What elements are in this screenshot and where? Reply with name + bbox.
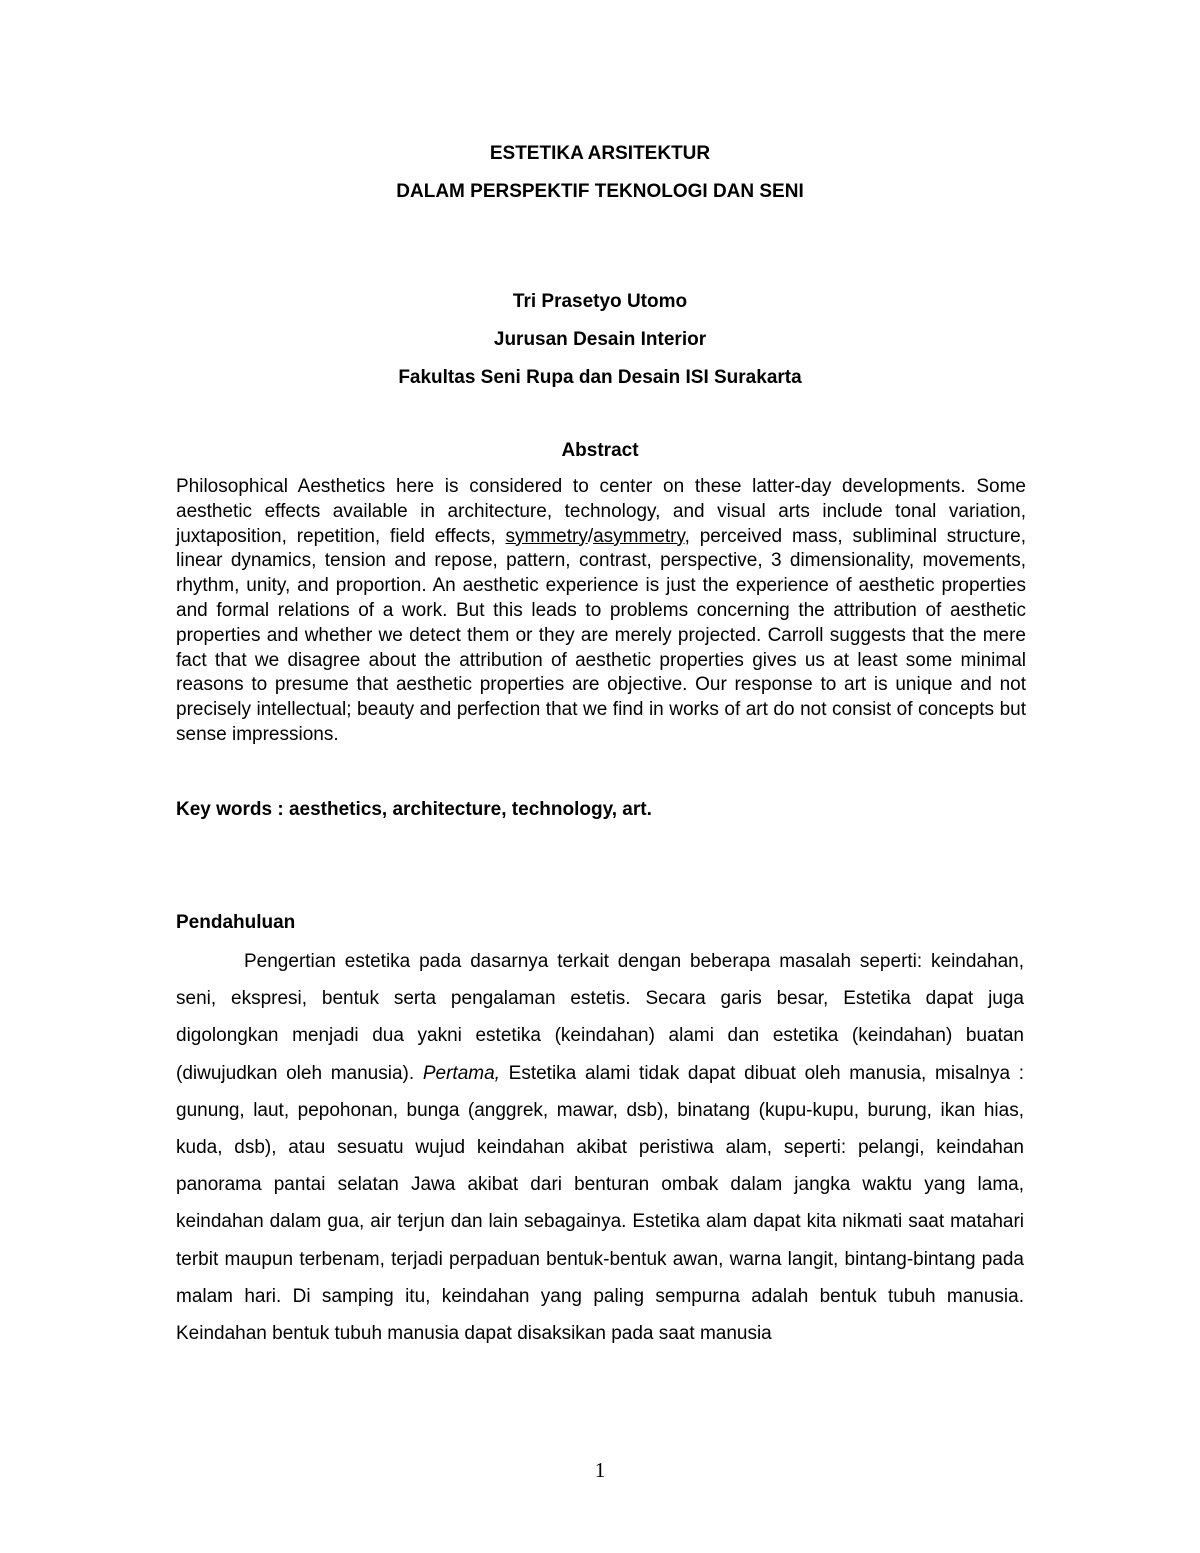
body-paragraph (176, 943, 1024, 1352)
body-text-part-1: Pengertian estetika pada dasarnya terkait dengan beberapa masalah seperti: keindahan, seni, ekspresi, bentuk serta pengalaman estetis. Secara garis besar, Estetika dapat juga digolongkan menjadi dua yakni estetika (keindahan) alami dan estetika (keindahan) buatan (diwujudkan oleh manusia). (176, 951, 1024, 1084)
body-text-part-2: Estetika alami tidak dapat dibuat oleh manusia, misalnya : gunung, laut, pepohonan, bunga (anggrek, mawar, dsb), binatang (kupu-kupu, burung, ikan hias, kuda, dsb), atau sesuatu wujud keindahan akibat peristiwa alam, seperti: pelangi, keindahan panorama pantai selatan Jawa akibat dari benturan ombak dalam jangka waktu yang lama, keindahan dalam gua, air terjun dan lain sebagainya. Estetika alam dapat kita nikmati saat matahari terbit maupun terbenam, terjadi perpaduan bentuk-bentuk awan, warna langit, bintang-bintang pada malam hari. Di samping itu, keindahan yang paling sempurna adalah bentuk tubuh manusia. Keindahan bentuk tubuh manusia dapat disaksikan pada saat manusia (176, 1062, 1024, 1345)
title-line-1: ESTETIKA ARSITEKTUR (489, 143, 711, 164)
abstract-text-part-2: , perceived mass, subliminal structure, linear dynamics, tension and repose, pattern, contrast, perspective, 3 dimensionality, movements, rhythm, unity, and proportion. An aesthetic experience is just the experience of aesthetic properties and formal relations of a work. But this leads to problems concerning the attribution of aesthetic properties and whether we detect them or they are merely projected. Carroll suggests that the mere fact that we disagree about the attribution of aesthetic properties gives us at least some minimal reasons to presume that aesthetic properties are objective. Our response to art is unique and not precisely intellectual; beauty and perfection that we find in works of art do not consist of concepts but sense impressions. (176, 525, 1026, 745)
abstract-text-part-1: Philosophical Aesthetics here is considered to center on these latter-day developments. Some aesthetic effects available in architecture, technology, and visual arts include tonal variation, juxtaposition, repetition, field effects, (176, 476, 1026, 547)
author-faculty: Fakultas Seni Rupa dan Desain ISI Surakarta (398, 367, 802, 388)
keywords: Key words : aesthetics, architecture, technology, art. (176, 799, 652, 820)
abstract-heading: Abstract (561, 440, 639, 461)
author-department: Jurusan Desain Interior (493, 329, 707, 350)
abstract-body (176, 475, 1026, 748)
section-body (176, 943, 1024, 1352)
abstract-slash: / (587, 525, 594, 547)
page-number: 1 (594, 1458, 606, 1482)
title-line-2: DALAM PERSPEKTIF TEKNOLOGI DAN SENI (396, 181, 804, 202)
body-italic-word: Pertama, (422, 1062, 500, 1084)
abstract-underlined-asymmetry: asymmetry (593, 525, 685, 547)
section-heading: Pendahuluan (176, 912, 296, 933)
abstract-underlined-symmetry: symmetry (505, 525, 588, 547)
author-name: Tri Prasetyo Utomo (512, 291, 688, 312)
